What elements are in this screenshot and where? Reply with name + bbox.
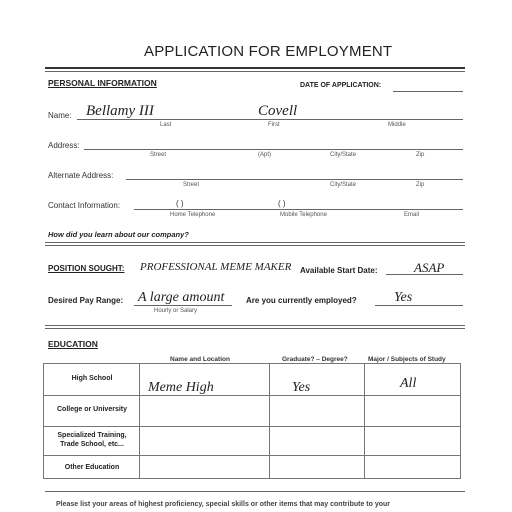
alt-street-caption: Street (183, 182, 200, 188)
divider (45, 67, 465, 69)
street-caption: Street (150, 152, 167, 158)
currently-employed-label: Are you currently employed? (246, 296, 357, 305)
desired-pay-range-label: Desired Pay Range: (48, 296, 124, 305)
first-name-value: Covell (258, 103, 298, 119)
contact-info-field[interactable] (134, 209, 463, 210)
divider (45, 328, 465, 329)
column-divider (269, 364, 270, 478)
email-caption: Email (404, 212, 420, 218)
column-header-graduate-degree: Graduate? – Degree? (282, 356, 348, 363)
row-label-other-education: Other Education (64, 464, 120, 471)
middle-caption: Middle (388, 122, 406, 128)
last-caption: Last (160, 122, 172, 128)
column-header-name-location: Name and Location (170, 356, 230, 363)
currently-employed-value: Yes (394, 290, 413, 305)
divider (45, 242, 465, 243)
row-label-college: College or University (56, 406, 128, 413)
available-start-date-label: Available Start Date: (300, 266, 378, 275)
divider (45, 245, 465, 246)
row-label-specialized-training: Specialized Training, Trade School, etc... (57, 432, 127, 448)
alt-city-state-caption: City/State (330, 182, 357, 188)
column-divider (139, 364, 140, 478)
name-label: Name: (48, 111, 72, 120)
apt-caption: (Apt) (258, 152, 272, 158)
zip-caption: Zip (416, 152, 425, 158)
education-header: EDUCATION (48, 339, 98, 349)
mobile-telephone-caption: Mobile Telephone (280, 212, 327, 218)
contact-info-label: Contact Information: (48, 201, 121, 210)
date-of-application-label: DATE OF APPLICATION: (300, 82, 382, 89)
position-sought-value: PROFESSIONAL MEME MAKER (140, 261, 292, 273)
last-name-value: Bellamy III (86, 103, 154, 119)
proficiency-instructions: Please list your areas of highest proficiency, special skills or other items that may contribute to your (56, 501, 391, 508)
personal-info-header: PERSONAL INFORMATION (48, 78, 157, 88)
how-did-you-learn-label: How did you learn about our company? (48, 230, 189, 239)
column-header-major: Major / Subjects of Study (368, 356, 446, 363)
home-telephone-caption: Home Telephone (170, 212, 216, 218)
date-of-application-field[interactable] (393, 91, 463, 92)
divider (45, 491, 465, 492)
high-school-name-value: Meme High (148, 380, 214, 395)
education-table (43, 363, 461, 479)
city-state-caption: City/State (330, 152, 357, 158)
alternate-address-field[interactable] (126, 179, 463, 180)
first-caption: First (268, 122, 280, 128)
divider (45, 71, 465, 72)
high-school-major-value: All (400, 376, 417, 391)
row-divider (44, 426, 460, 427)
home-area-code: ( ) (176, 199, 184, 208)
divider (45, 325, 465, 326)
address-field[interactable] (84, 149, 463, 150)
currently-employed-field[interactable] (375, 305, 463, 306)
address-label: Address: (48, 141, 80, 150)
alt-zip-caption: Zip (416, 182, 425, 188)
column-divider (364, 364, 365, 478)
form-title: APPLICATION FOR EMPLOYMENT (144, 43, 393, 60)
position-sought-label: POSITION SOUGHT: (48, 264, 125, 273)
row-divider (44, 455, 460, 456)
hourly-or-salary-caption: Hourly or Salary (154, 308, 198, 314)
alternate-address-label: Alternate Address: (48, 171, 114, 180)
start-date-value: ASAP (414, 260, 445, 275)
high-school-graduate-value: Yes (292, 380, 311, 395)
row-divider (44, 395, 460, 396)
row-label-high-school: High School (71, 375, 113, 382)
mobile-area-code: ( ) (278, 199, 286, 208)
pay-range-value: A large amount (138, 290, 225, 305)
